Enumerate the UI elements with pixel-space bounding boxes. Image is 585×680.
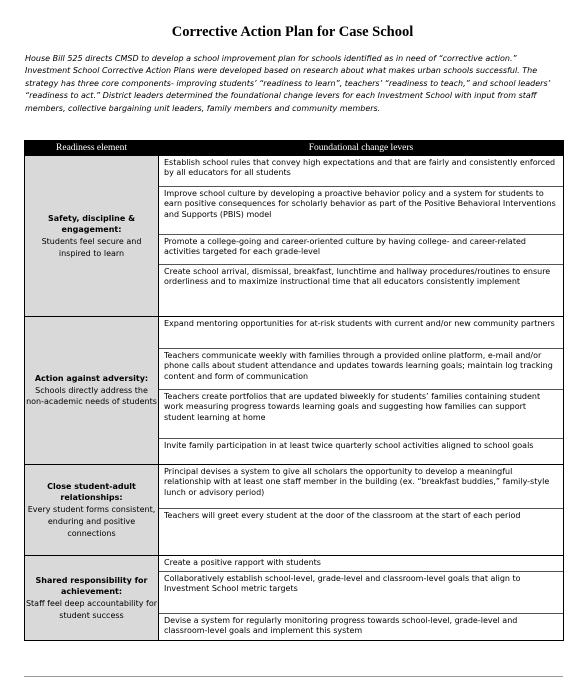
change-levers-cell: [159, 556, 564, 641]
readiness-element-cell: [25, 317, 159, 465]
page-title: Corrective Action Plan for Case School: [171, 24, 414, 40]
intro-line: “readiness to act.” District leaders determined the foundational change levers for each Investment School with input from staff: [25, 91, 537, 101]
readiness-element-description: Schools directly address the non-academic needs of students: [26, 385, 157, 407]
readiness-element-cell: [25, 556, 159, 641]
readiness-element-title: Safety, discipline & engagement:: [47, 213, 136, 235]
intro-line: strategy has three core components- improving students’ “readiness to learn”, teachers’ “readiness to teach,” and school leaders’: [25, 78, 551, 88]
column-header-readiness-element: Readiness element: [25, 141, 159, 156]
change-lever: Promote a college-going and career-oriented culture by having college- and career-related activities targeted for each grade-level: [159, 234, 563, 264]
change-lever: Teachers communicate weekly with families through a provided online platform, e-mail and/or phone calls about student attendance and updates towards learning goals; maintain log tracking content and form of communication: [159, 348, 563, 389]
readiness-element-cell: [25, 156, 159, 317]
intro-paragraph: [25, 53, 560, 115]
change-lever: Teachers will greet every student at the door of the classroom at the start of each period: [159, 508, 563, 555]
change-lever: Devise a system for regularly monitoring progress towards school-level, grade-level and classroom-level goals and implement this system: [159, 613, 563, 640]
change-lever: Create school arrival, dismissal, breakfast, lunchtime and hallway procedures/routines to ensure orderliness and to maximize instructional time that all educators consistently implement: [159, 264, 563, 316]
change-levers-cell: [159, 156, 564, 317]
change-lever: Establish school rules that convey high expectations and that are fairly and consistently enforced by all educators for all students: [164, 158, 556, 178]
readiness-element-description: Every student forms consistent, enduring and positive connections: [27, 505, 156, 538]
readiness-element-description: Students feel secure and inspired to learn: [41, 237, 142, 258]
change-lever: Improve school culture by developing a proactive behavior policy and a system for students to earn positive consequences for scholarly behavior as part of the Positive Behavioral Interventions and Supports (PBIS) model: [159, 186, 563, 234]
table-header-row: [25, 141, 564, 156]
readiness-element-description: Staff feel deep accountability for student success: [25, 599, 158, 620]
readiness-element-title: Shared responsibility for achievement:: [35, 575, 148, 597]
change-lever: Principal devises a system to give all scholars the opportunity to develop a meaningful relationship with at least one staff member in the building (ex. “breakfast buddies,” family-style lunch or advisory period): [164, 467, 550, 497]
change-levers-cell: [159, 317, 564, 465]
change-lever: Create a positive rapport with students: [164, 558, 321, 567]
column-header-change-levers: Foundational change levers: [159, 141, 564, 156]
intro-line: Investment School Corrective Action Plans were developed based on research about what makes urban schools successful. The: [25, 66, 538, 76]
readiness-element-title: Action against adversity:: [34, 373, 149, 383]
readiness-element-cell: [25, 465, 159, 556]
page-bottom-rule: [24, 676, 563, 677]
change-lever: Invite family participation in at least twice quarterly school activities aligned to school goals: [159, 438, 563, 464]
intro-line: House Bill 525 directs CMSD to develop a school improvement plan for schools identified as in need of “corrective action.”: [25, 54, 517, 63]
corrective-action-table: [24, 140, 564, 641]
table-row: [25, 156, 564, 317]
change-lever: Expand mentoring opportunities for at-risk students with current and/or new community partners: [164, 319, 555, 328]
table-row: [25, 317, 564, 465]
table-row: [25, 465, 564, 556]
change-lever: Teachers create portfolios that are updated biweekly for students’ families containing student work measuring progress towards learning goals and suggesting how families can support student learning at home: [159, 389, 563, 438]
change-levers-cell: [159, 465, 564, 556]
readiness-element-title: Close student-adult relationships:: [47, 481, 136, 503]
change-lever: Collaboratively establish school-level, grade-level and classroom-level goals that align to Investment School metric targets: [159, 571, 563, 613]
intro-line: members, collective bargaining unit leaders, family members and community members.: [25, 103, 381, 113]
table-row: [25, 556, 564, 641]
